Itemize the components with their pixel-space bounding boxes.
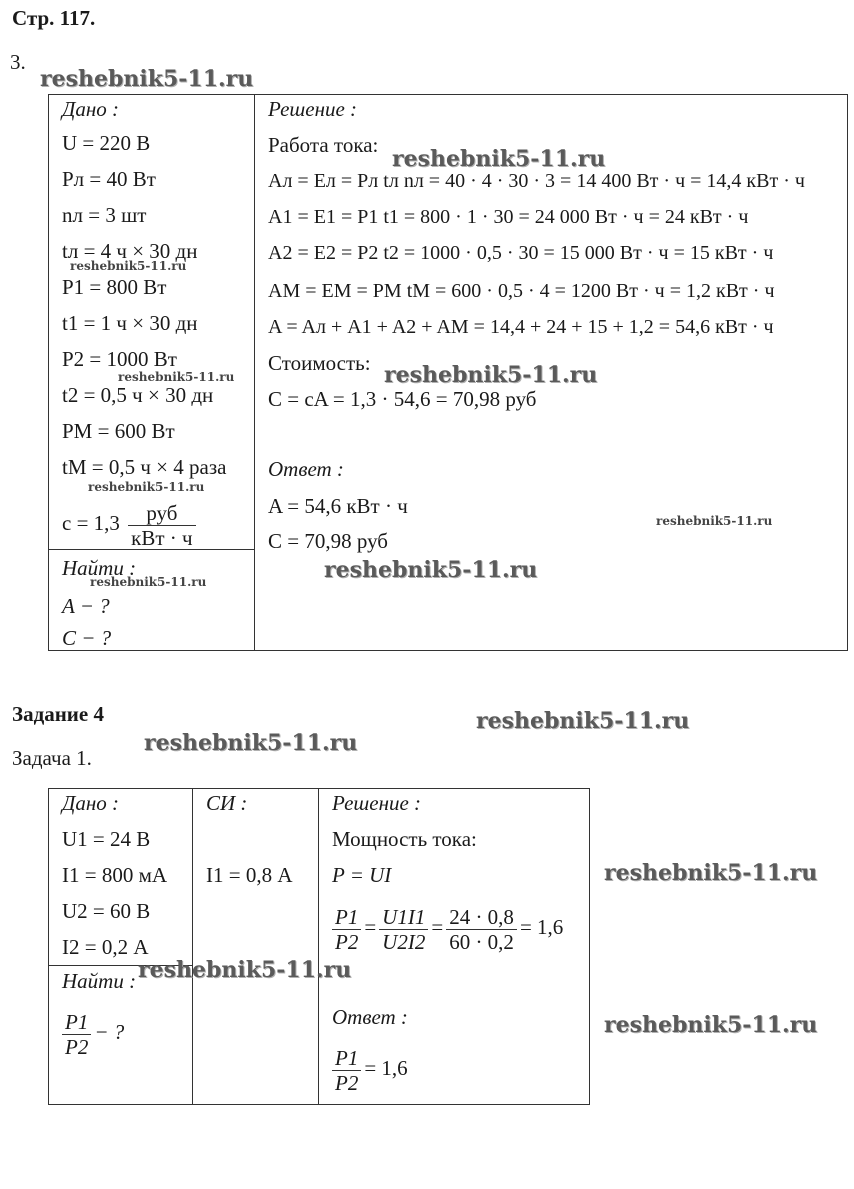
answer-title: Ответ : xyxy=(332,1005,408,1029)
answer-line: A = 54,6 кВт · ч xyxy=(268,494,408,518)
section-title: Задание 4 xyxy=(12,702,104,726)
given-title: Дано : xyxy=(62,97,120,121)
answer-ratio xyxy=(332,1038,408,1098)
watermark: reshebnik5-11.ru xyxy=(392,146,606,172)
section-subtitle: Задача 1. xyxy=(12,746,92,770)
find-item: C − ? xyxy=(62,626,112,650)
given-item: U1 = 24 В xyxy=(62,827,151,851)
task4-given xyxy=(62,790,190,962)
watermark: reshebnik5-11.ru xyxy=(656,514,773,528)
task3-find xyxy=(62,555,252,649)
task4-find xyxy=(62,968,190,1102)
task3-divider xyxy=(254,94,255,651)
find-suffix: − ? xyxy=(94,1020,125,1044)
given-item: nл = 3 шт xyxy=(62,203,147,227)
cost-label: Стоимость: xyxy=(268,351,371,375)
watermark: reshebnik5-11.ru xyxy=(324,557,538,583)
given-item: P2 = 1000 Вт xyxy=(62,347,177,371)
given-item: t1 = 1 ч × 30 дн xyxy=(62,311,198,335)
given-item: tМ = 0,5 ч × 4 раза xyxy=(62,455,227,479)
ratio-equation: $\frac{P1}{P2}$ = $\frac{U1I1}{U2I2}$ = $\frac{24 \cdot 0,8}{60 \cdot 0,2}$ = 1,6 xyxy=(332,896,563,958)
work-line: A1 = E1 = P1 t1 = 800 · 1 · 30 = 24 000 Вт · ч = 24 кВт · ч xyxy=(268,206,749,228)
solution-title: Решение : xyxy=(332,791,422,815)
work-label: Работа тока: xyxy=(268,133,379,157)
task4-divider-1 xyxy=(192,788,193,1105)
ratio-lhs xyxy=(332,905,361,954)
given-item: Pл = 40 Вт xyxy=(62,167,156,191)
tariff-den: кВт · ч xyxy=(131,525,193,550)
si-item: I1 = 0,8 А xyxy=(206,863,293,887)
si-title: СИ : xyxy=(206,791,248,815)
given-item: PМ = 600 Вт xyxy=(62,419,175,443)
answer-line: C = 70,98 руб xyxy=(268,529,388,553)
given-item: I2 = 0,2 А xyxy=(62,935,149,959)
given-item: tл = 4 ч × 30 дн xyxy=(62,239,198,263)
find-title: Найти : xyxy=(62,556,137,580)
answer-num: P1 xyxy=(332,1046,361,1071)
ratio-mid-num: U1I1 xyxy=(379,905,428,930)
watermark: reshebnik5-11.ru xyxy=(40,66,254,92)
tariff-fraction xyxy=(128,501,195,550)
answer-den: P2 xyxy=(335,1070,359,1095)
work-line: A2 = E2 = P2 t2 = 1000 · 0,5 · 30 = 15 000 Вт · ч = 15 кВт · ч xyxy=(268,242,774,264)
find-den: P2 xyxy=(65,1034,89,1059)
ratio-mid-den: U2I2 xyxy=(382,929,426,954)
answer-fraction xyxy=(332,1046,361,1095)
given-item: U = 220 В xyxy=(62,131,151,155)
tariff-prefix: c = 1,3 xyxy=(62,511,120,535)
watermark: reshebnik5-11.ru xyxy=(90,575,207,589)
watermark: reshebnik5-11.ru xyxy=(70,259,187,273)
given-title: Дано : xyxy=(62,791,120,815)
ratio-val-num: 24 · 0,8 xyxy=(446,905,517,930)
watermark: reshebnik5-11.ru xyxy=(604,860,818,886)
tariff-num: руб xyxy=(128,501,195,526)
ratio-mid xyxy=(379,905,428,954)
page-title: Стр. 117. xyxy=(12,6,96,30)
find-ratio xyxy=(62,1002,124,1062)
ratio-lhs-num: P1 xyxy=(332,905,361,930)
answer-title: Ответ : xyxy=(268,457,344,481)
task4-si xyxy=(206,790,314,962)
given-item: I1 = 800 мА xyxy=(62,863,168,887)
task-number: 3. xyxy=(10,50,26,74)
work-line: A = Aл + A1 + A2 + AМ = 14,4 + 24 + 15 + 1,2 = 54,6 кВт · ч xyxy=(268,316,774,338)
answer-result: = 1,6 xyxy=(364,1056,408,1080)
task4-solution xyxy=(332,790,586,1102)
ratio-result: = 1,6 xyxy=(519,915,564,939)
ratio-lhs-den: P2 xyxy=(335,929,359,954)
given-tariff xyxy=(62,496,199,550)
work-line: AМ = EМ = PМ tМ = 600 · 0,5 · 4 = 1200 Вт · ч = 1,2 кВт · ч xyxy=(268,280,775,302)
watermark: reshebnik5-11.ru xyxy=(384,362,598,388)
find-fraction xyxy=(62,1010,91,1059)
ratio-val-den: 60 · 0,2 xyxy=(449,929,514,954)
watermark: reshebnik5-11.ru xyxy=(88,480,205,494)
power-label: Мощность тока: xyxy=(332,827,477,851)
given-item: U2 = 60 В xyxy=(62,899,151,923)
find-item: A − ? xyxy=(62,594,110,618)
task4-divider-2 xyxy=(318,788,319,1105)
work-line: Aл = Eл = Pл tл nл = 40 · 4 · 30 · 3 = 14 400 Вт · ч = 14,4 кВт · ч xyxy=(268,170,805,192)
cost-line: C = cA = 1,3 · 54,6 = 70,98 руб xyxy=(268,387,537,411)
power-formula: P = UI xyxy=(332,863,392,887)
watermark: reshebnik5-11.ru xyxy=(118,370,235,384)
ratio-val xyxy=(446,905,517,954)
watermark: reshebnik5-11.ru xyxy=(476,708,690,734)
watermark: reshebnik5-11.ru xyxy=(604,1012,818,1038)
find-title: Найти : xyxy=(62,969,137,993)
watermark: reshebnik5-11.ru xyxy=(138,957,352,983)
solution-title: Решение : xyxy=(268,97,358,121)
find-num: P1 xyxy=(62,1010,91,1035)
given-item: P1 = 800 Вт xyxy=(62,275,167,299)
watermark: reshebnik5-11.ru xyxy=(144,730,358,756)
given-item: t2 = 0,5 ч × 30 дн xyxy=(62,383,214,407)
